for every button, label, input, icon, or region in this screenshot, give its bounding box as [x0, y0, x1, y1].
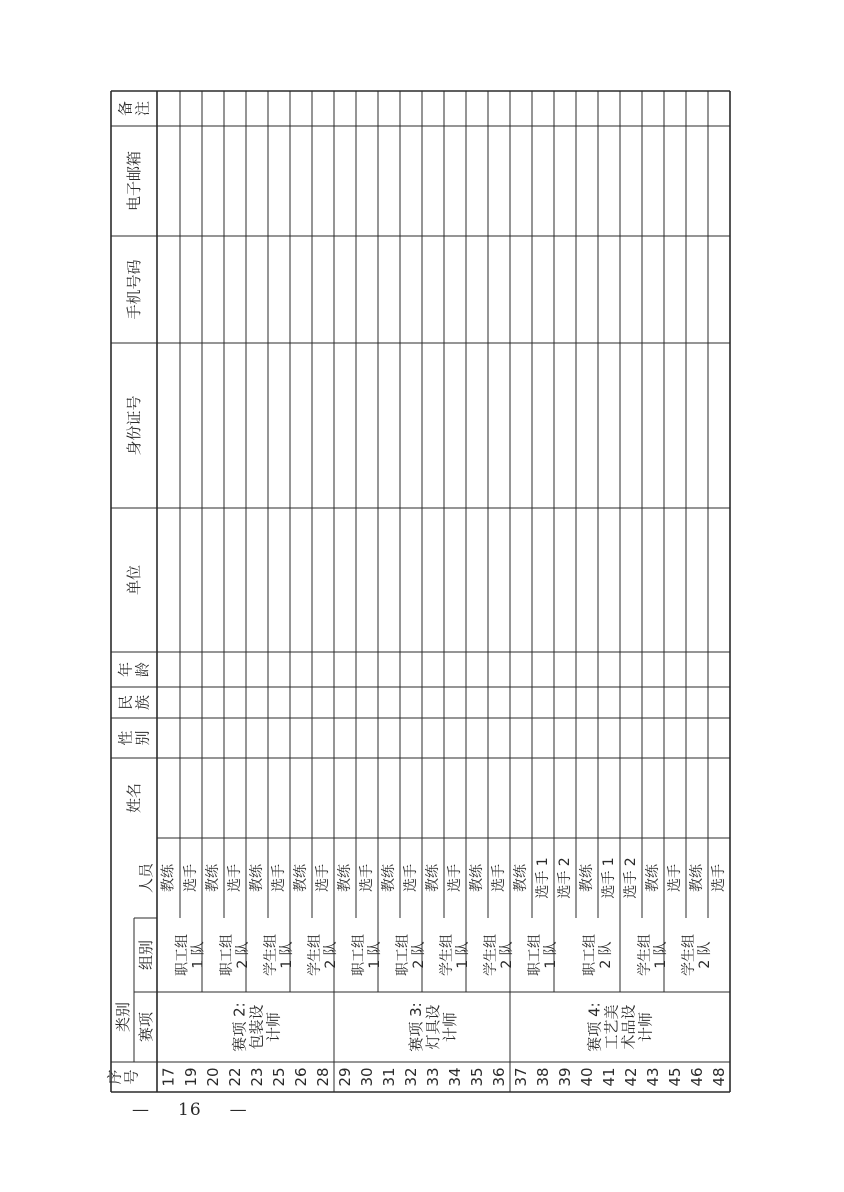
- row-number-line: 26: [292, 1067, 310, 1087]
- person-cell-line: 选手: [447, 864, 463, 892]
- person-cell: [403, 864, 419, 892]
- header-seq: [106, 1069, 141, 1084]
- group-cell-line: 学生组: [483, 934, 499, 976]
- person-cell-line: 选手: [315, 864, 331, 892]
- person-cell: [667, 864, 683, 892]
- row-number-line: 35: [468, 1067, 486, 1087]
- person-cell-line: 选手: [227, 864, 243, 892]
- row-number-line: 25: [270, 1067, 288, 1087]
- group-cell-line: 职工组: [351, 934, 367, 976]
- person-cell-line: 选手: [359, 864, 375, 892]
- group-cell-line: 2 队: [323, 941, 339, 969]
- header-id-number-line: 身份证号: [125, 395, 143, 456]
- person-cell: [227, 864, 243, 892]
- header-unit: [125, 565, 143, 595]
- person-cell: [359, 864, 375, 892]
- header-email-line: 电子邮箱: [125, 150, 143, 212]
- person-cell: [315, 864, 331, 892]
- group-cell-line: 职工组: [582, 934, 598, 976]
- person-cell: [271, 864, 287, 892]
- row-number: [226, 1067, 244, 1086]
- group-cell-line: 职工组: [219, 934, 235, 976]
- group-cell: [582, 934, 614, 976]
- row-number-line: 43: [644, 1067, 662, 1087]
- person-cell: [447, 864, 463, 892]
- person-cell-line: 教练: [469, 864, 485, 892]
- group-cell-line: 1 队: [653, 941, 669, 969]
- row-number: [512, 1067, 530, 1086]
- person-cell: [292, 863, 309, 892]
- event-cell-line: 计师: [264, 1011, 283, 1043]
- row-number-line: 33: [424, 1067, 442, 1087]
- person-cell: [491, 864, 507, 892]
- event-cell-line: 赛项 2:: [230, 1002, 249, 1052]
- person-cell: [160, 863, 177, 892]
- event-cell-line: 赛项 3:: [407, 1002, 425, 1052]
- row-number-line: 41: [600, 1067, 618, 1087]
- row-number-line: 34: [446, 1067, 464, 1087]
- group-cell-line: 学生组: [681, 934, 697, 976]
- row-number-line: 36: [490, 1067, 508, 1087]
- person-cell: [578, 863, 595, 892]
- row-number: [270, 1067, 288, 1086]
- header-email: [125, 151, 143, 211]
- row-number: [204, 1067, 222, 1086]
- group-cell-line: 2 队: [598, 941, 614, 969]
- header-remarks-line: 备: [116, 100, 135, 117]
- group-cell-line: 职工组: [395, 934, 411, 976]
- person-cell-line: 选手: [711, 864, 727, 892]
- person-cell-line: 教练: [160, 864, 177, 892]
- event-cell-line: 计师: [636, 1011, 655, 1043]
- row-number: [490, 1067, 508, 1086]
- person-cell-line: 教练: [513, 864, 529, 892]
- person-cell: [512, 863, 529, 892]
- person-cell: [336, 863, 353, 892]
- header-gender: [117, 730, 152, 745]
- person-cell: [711, 864, 727, 892]
- row-number: [710, 1067, 728, 1086]
- group-cell-line: 职工组: [527, 934, 543, 976]
- person-cell: [535, 857, 551, 898]
- header-ethnicity: [117, 695, 152, 710]
- header-person-line: 人员: [137, 862, 155, 894]
- person-cell-line: 选手: [667, 864, 683, 892]
- header-age-line: 年: [116, 661, 135, 678]
- person-cell-line: 选手 2: [623, 857, 639, 899]
- row-number: [644, 1067, 662, 1086]
- person-cell: [557, 857, 573, 898]
- page-number: 16: [178, 1100, 202, 1120]
- header-phone: [125, 259, 143, 319]
- group-cell-line: 职工组: [174, 934, 191, 976]
- person-cell: [688, 863, 705, 892]
- person-cell: [644, 863, 661, 892]
- person-cell: [183, 864, 199, 892]
- row-number-line: 32: [402, 1067, 420, 1087]
- row-number: [160, 1067, 178, 1086]
- group-cell-line: 学生组: [263, 934, 279, 976]
- group-cell-line: 学生组: [637, 934, 653, 976]
- row-number-line: 30: [358, 1067, 376, 1087]
- row-number: [446, 1067, 464, 1086]
- header-ethnicity-line: 民: [116, 694, 135, 711]
- person-cell: [601, 857, 617, 898]
- row-number-line: 17: [159, 1067, 178, 1087]
- group-cell-line: 1 队: [190, 941, 207, 969]
- person-cell: [424, 863, 441, 892]
- header-name: [125, 783, 143, 813]
- header-seq-line: 序: [105, 1069, 124, 1085]
- person-cell-line: 教练: [645, 864, 661, 892]
- person-cell-line: 选手: [491, 864, 507, 892]
- row-number-line: 19: [182, 1067, 200, 1087]
- person-cell-line: 选手 1: [601, 857, 617, 899]
- group-cell-line: 2 队: [499, 941, 515, 969]
- person-cell-line: 选手 2: [557, 857, 573, 899]
- person-cell-line: 教练: [205, 864, 221, 892]
- header-group: [137, 940, 155, 970]
- row-number-line: 23: [248, 1067, 266, 1087]
- group-cell-line: 2 队: [697, 941, 713, 969]
- row-number: [688, 1067, 706, 1086]
- person-cell-line: 选手: [403, 864, 419, 892]
- event-cell-line: 工艺美: [602, 1004, 621, 1050]
- header-category-line: 类别: [114, 1001, 132, 1033]
- header-gender-line: 性: [116, 730, 135, 746]
- header-remarks: [117, 101, 152, 116]
- event-cell-line: 赛项 4:: [585, 1002, 604, 1052]
- header-phone-line: 手机号码: [125, 259, 143, 320]
- row-number: [556, 1067, 574, 1086]
- event-cell: [231, 1002, 283, 1051]
- header-age: [117, 662, 152, 677]
- header-id-number: [125, 395, 143, 455]
- header-event-line: 赛项: [137, 1011, 155, 1043]
- person-cell-line: 教练: [337, 864, 353, 892]
- person-cell-line: 选手 1: [535, 857, 551, 899]
- row-number-line: 45: [666, 1067, 684, 1087]
- row-number: [292, 1067, 310, 1086]
- person-cell-line: 教练: [689, 864, 705, 892]
- person-cell: [623, 857, 639, 898]
- person-cell-line: 教练: [425, 864, 441, 892]
- person-cell: [248, 863, 265, 892]
- row-number-line: 39: [556, 1067, 574, 1087]
- row-number-line: 22: [226, 1067, 244, 1087]
- group-cell-line: 1 队: [279, 941, 295, 969]
- group-cell-line: 2 队: [411, 941, 427, 969]
- person-cell-line: 教练: [381, 864, 397, 892]
- person-cell: [380, 863, 397, 892]
- row-number: [314, 1067, 332, 1086]
- row-number: [666, 1067, 684, 1086]
- person-cell: [204, 863, 221, 892]
- page-footer: [118, 1100, 262, 1120]
- row-number-line: 31: [380, 1067, 398, 1087]
- person-cell: [468, 863, 485, 892]
- header-group-line: 组别: [137, 939, 155, 971]
- group-cell-line: 1 队: [455, 941, 471, 969]
- event-cell: [407, 1002, 459, 1051]
- row-number-line: 37: [512, 1067, 530, 1087]
- row-number-line: 20: [204, 1067, 222, 1087]
- event-cell-line: 计师: [441, 1011, 459, 1043]
- event-cell-line: 灯具设: [424, 1004, 442, 1050]
- header-event: [137, 1011, 155, 1042]
- group-cell-line: 1 队: [543, 941, 559, 969]
- row-number: [358, 1067, 376, 1086]
- row-number: [600, 1067, 618, 1086]
- header-person: [137, 862, 155, 893]
- row-number: [468, 1067, 486, 1086]
- person-cell-line: 教练: [579, 864, 595, 892]
- group-cell-line: 1 队: [367, 941, 383, 969]
- row-number: [424, 1067, 442, 1086]
- row-number: [622, 1067, 640, 1086]
- header-seq-line: 号: [122, 1069, 141, 1085]
- row-number-line: 28: [314, 1067, 332, 1087]
- event-cell-line: 术品设: [619, 1004, 638, 1050]
- header-unit-line: 单位: [125, 564, 143, 596]
- person-cell-line: 教练: [249, 864, 265, 892]
- row-number-line: 46: [688, 1067, 706, 1087]
- header-ethnicity-line: 族: [133, 694, 152, 711]
- row-number-line: 40: [578, 1067, 596, 1087]
- row-number-line: 48: [710, 1067, 728, 1087]
- person-cell-line: 选手: [271, 864, 287, 892]
- event-cell: [586, 1002, 655, 1051]
- row-number-line: 29: [336, 1067, 354, 1087]
- group-cell-line: 学生组: [439, 934, 455, 976]
- person-cell-line: 教练: [293, 864, 309, 892]
- header-gender-line: 别: [133, 730, 152, 746]
- row-number: [248, 1067, 266, 1086]
- row-number: [380, 1067, 398, 1086]
- footer-dash-right: —: [229, 1100, 248, 1120]
- header-category: [114, 1002, 132, 1032]
- header-name-line: 姓名: [125, 782, 143, 814]
- group-cell: [680, 934, 713, 976]
- event-cell-line: 包装设: [247, 1004, 266, 1050]
- header-remarks-line: 注: [133, 100, 152, 117]
- group-cell-line: 2 队: [235, 941, 251, 969]
- group-cell-line: 学生组: [307, 934, 323, 976]
- row-number: [336, 1067, 354, 1086]
- person-cell-line: 选手: [183, 864, 199, 892]
- row-number: [534, 1067, 552, 1086]
- header-age-line: 龄: [133, 661, 152, 678]
- row-number-line: 42: [622, 1067, 640, 1087]
- row-number: [182, 1067, 200, 1086]
- row-number: [402, 1067, 420, 1086]
- row-number-line: 38: [534, 1067, 552, 1087]
- footer-dash-left: —: [132, 1100, 150, 1120]
- row-number: [578, 1067, 596, 1086]
